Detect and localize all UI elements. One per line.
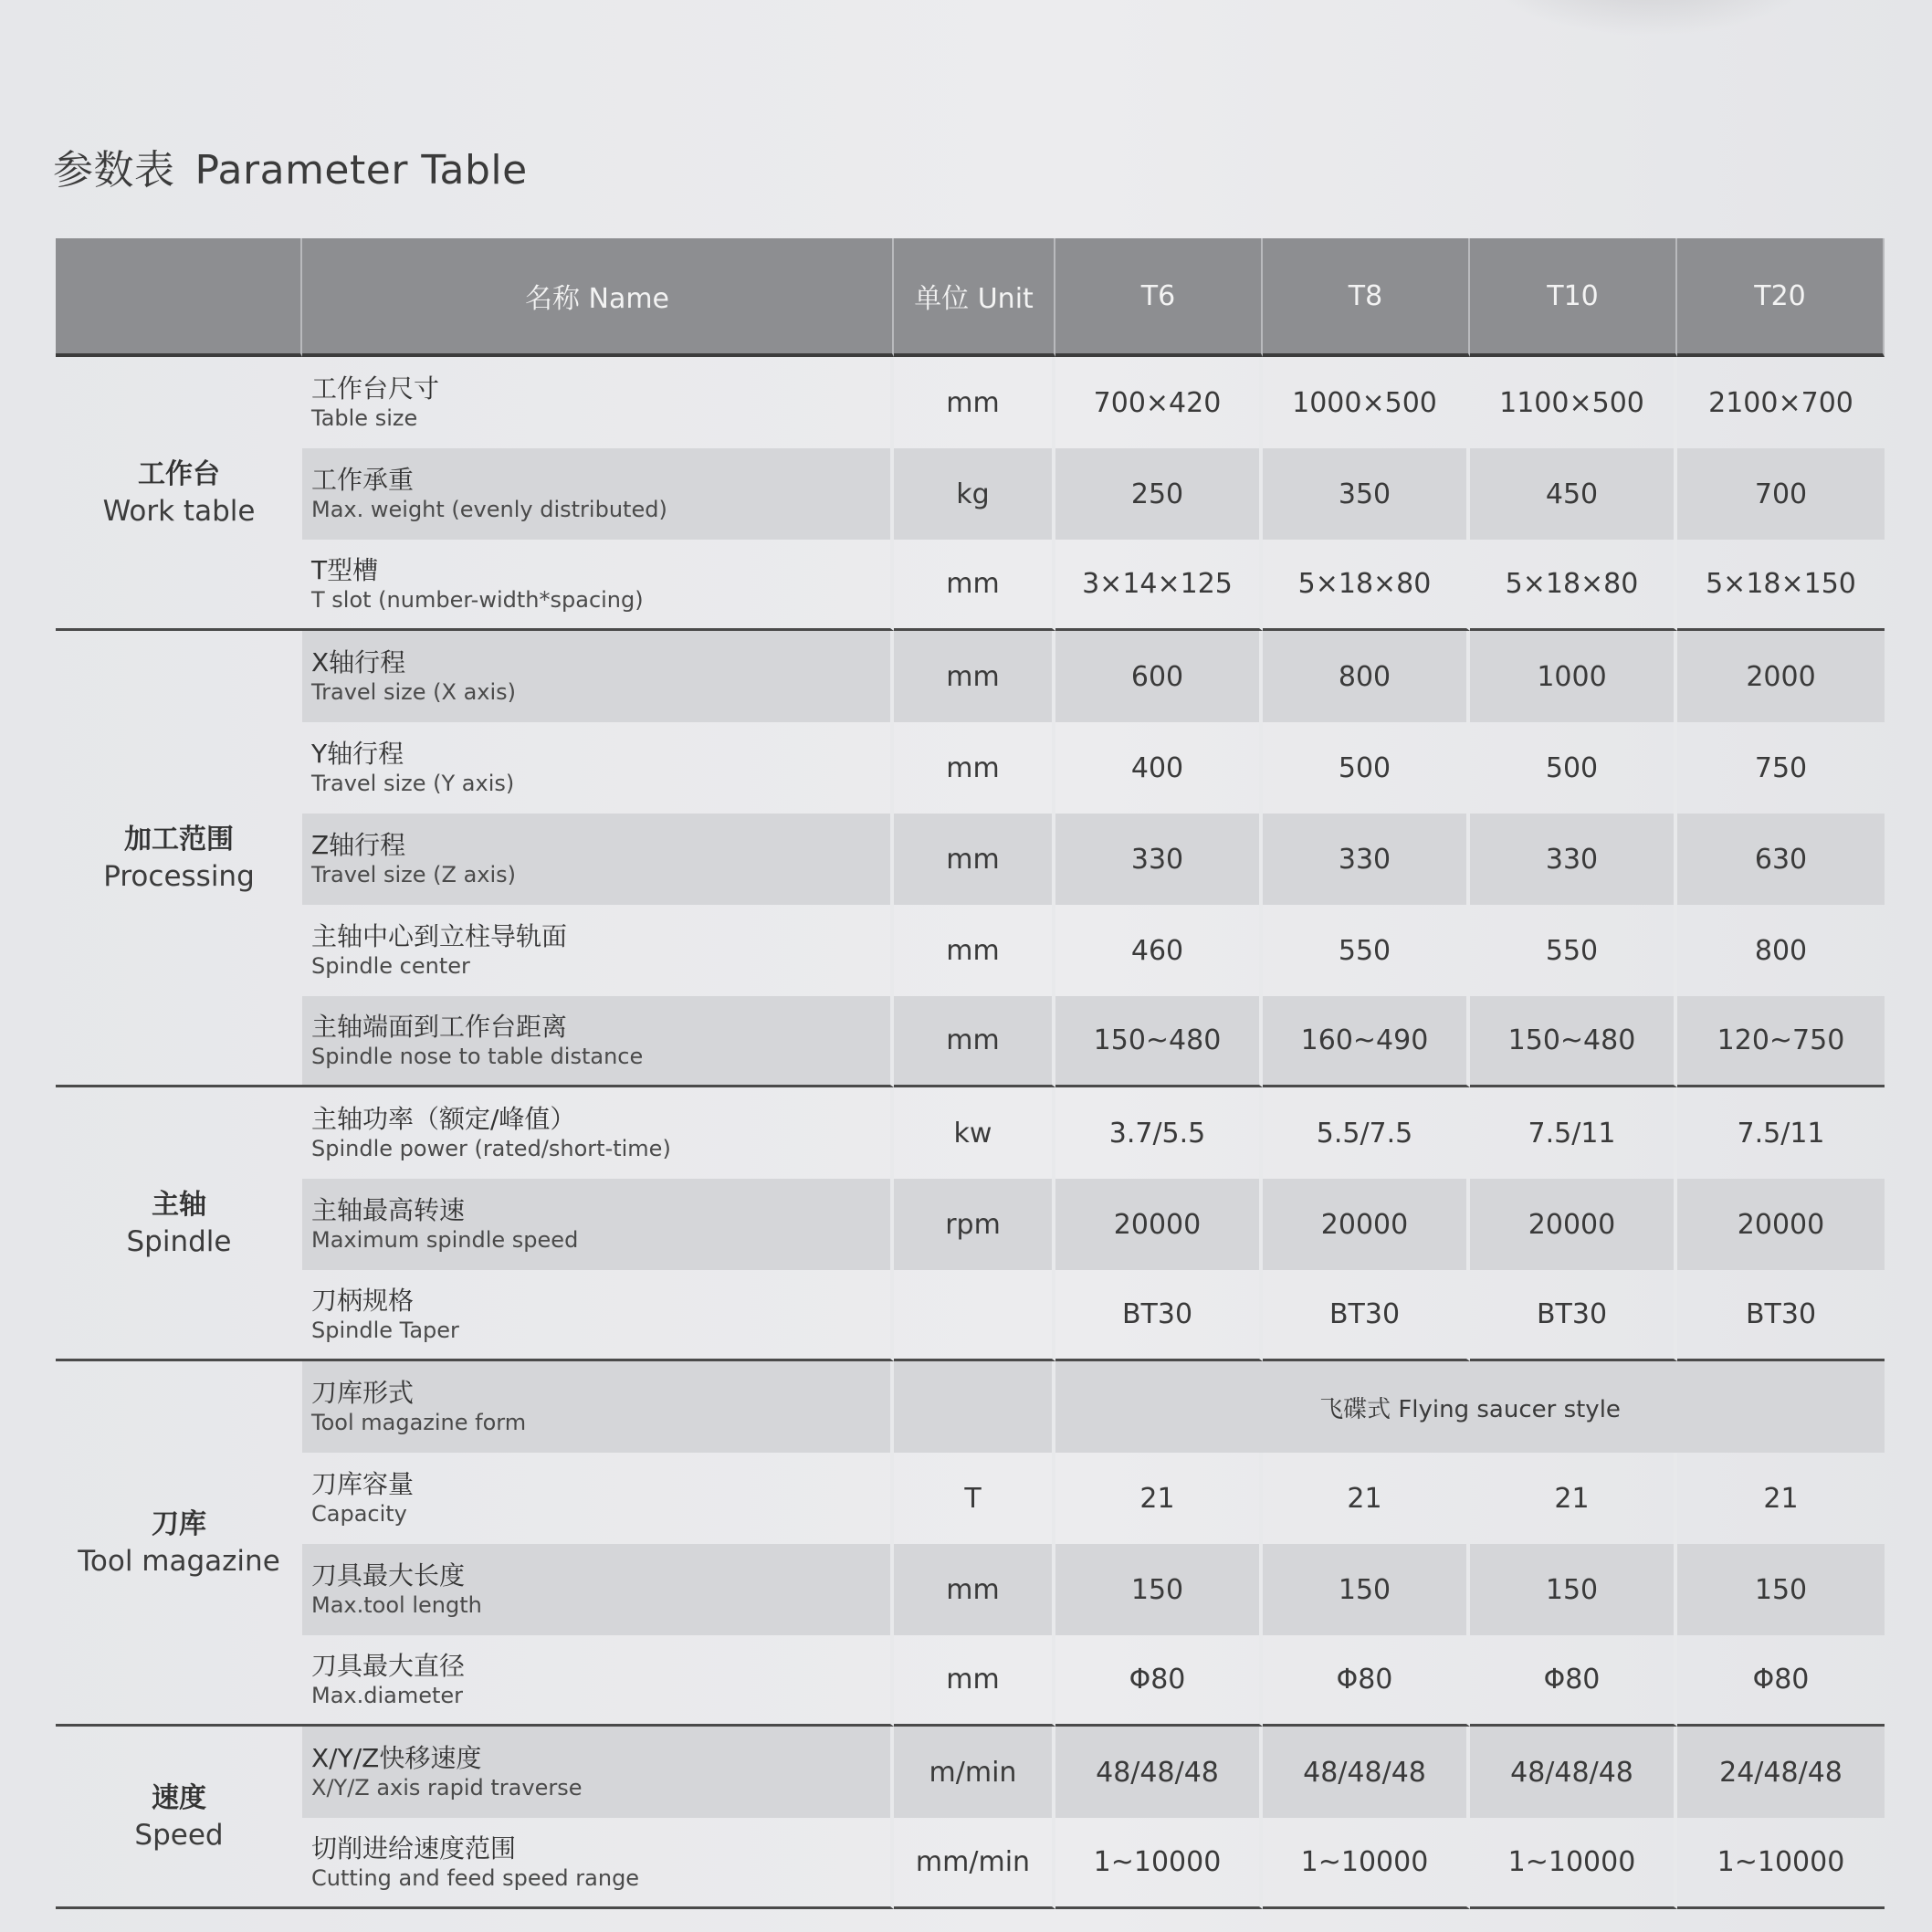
value-cell-t20: 2100×700 — [1708, 386, 1853, 419]
value-cell-t8: 48/48/48 — [1263, 1727, 1470, 1818]
header-model-t10: T10 — [1470, 238, 1677, 357]
value-cell-t20: 5×18×150 — [1677, 540, 1885, 631]
value-cell-t6: 330 — [1055, 814, 1263, 905]
parameter-name-zh: 刀具最大长度 — [311, 1560, 466, 1591]
parameter-name-zh: 刀库容量 — [311, 1469, 415, 1499]
value-cell-t10: 20000 — [1470, 1179, 1677, 1270]
value-cell-t10: 150~480 — [1470, 996, 1677, 1087]
parameter-name-en: Travel size (Y axis) — [311, 771, 515, 796]
parameter-name-zh: Y轴行程 — [311, 739, 404, 769]
value-cell-t20: 630 — [1677, 814, 1885, 905]
value-cell-t10: 48/48/48 — [1470, 1727, 1677, 1818]
unit-cell: mm — [894, 631, 1055, 722]
parameter-name-en: Spindle center — [311, 953, 470, 979]
value-cell-t6: 3×14×125 — [1055, 540, 1263, 631]
unit-cell: kg — [894, 448, 1055, 540]
header-unit: 单位 Unit — [894, 238, 1055, 357]
parameter-name-en: X/Y/Z axis rapid traverse — [311, 1775, 583, 1801]
value-cell-t8: 150 — [1263, 1544, 1470, 1635]
parameter-name-zh: 主轴最高转速 — [311, 1195, 466, 1225]
parameter-name-en: Travel size (Z axis) — [311, 862, 517, 887]
value-cell-t6: 150~480 — [1055, 996, 1263, 1087]
value-cell-t10: 5×18×80 — [1470, 540, 1677, 631]
category-zh: 加工范围 — [124, 823, 234, 856]
value-cell-t8: 5×18×80 — [1263, 540, 1470, 631]
category-zh: 刀库 — [152, 1507, 206, 1540]
parameter-name-cell — [302, 1087, 894, 1179]
value-cell-t10: 1~10000 — [1470, 1818, 1677, 1909]
parameter-name-cell — [302, 448, 894, 540]
parameter-table — [56, 238, 1885, 1909]
value-cell-t10: Φ80 — [1470, 1635, 1677, 1727]
parameter-name-en: Cutting and feed speed range — [311, 1864, 640, 1891]
header-model-t8: T8 — [1263, 238, 1470, 357]
value-cell-t20: 1~10000 — [1677, 1818, 1885, 1909]
category-cell — [56, 631, 302, 1087]
category-cell — [56, 1087, 302, 1361]
parameter-name-cell — [302, 1179, 894, 1270]
header-name: 名称 Name — [302, 238, 894, 357]
parameter-name-cell — [302, 357, 894, 448]
value-cell-t6: 460 — [1055, 905, 1263, 996]
unit-cell: mm — [894, 722, 1055, 814]
value-cell-t8: 500 — [1263, 722, 1470, 814]
value-cell-t8: 1000×500 — [1263, 357, 1470, 448]
value-cell-t20: 750 — [1754, 751, 1808, 784]
value-cell-t20: 150 — [1677, 1544, 1885, 1635]
unit-cell: mm — [894, 1544, 1055, 1635]
value-cell-t6: BT30 — [1055, 1270, 1263, 1361]
parameter-name-en: Travel size (X axis) — [311, 679, 517, 705]
parameter-name-zh: Z轴行程 — [311, 830, 406, 860]
category-cell — [56, 1727, 302, 1909]
category-en: Speed — [134, 1818, 224, 1852]
category-cell — [56, 1361, 302, 1727]
value-cell-t8: 5.5/7.5 — [1263, 1087, 1470, 1179]
parameter-name-cell — [302, 631, 894, 722]
value-cell-t8: 350 — [1263, 448, 1470, 540]
parameter-name-en: Spindle Taper — [311, 1317, 459, 1343]
unit-cell: mm — [894, 540, 1055, 631]
parameter-name-cell — [302, 996, 894, 1087]
unit-cell: mm — [894, 996, 1055, 1087]
parameter-name-zh: T型槽 — [311, 554, 379, 585]
value-cell-t6: 3.7/5.5 — [1055, 1087, 1263, 1179]
parameter-name-en: Max. weight (evenly distributed) — [311, 497, 667, 522]
value-cell-t8: BT30 — [1263, 1270, 1470, 1361]
parameter-name-en: T slot (number-width*spacing) — [311, 586, 644, 613]
category-zh: 速度 — [152, 1781, 206, 1814]
value-cell-t6: 700×420 — [1055, 357, 1263, 448]
value-cell-t8: 21 — [1263, 1453, 1470, 1544]
value-cell-t6: 150 — [1055, 1544, 1263, 1635]
parameter-name-cell — [302, 1818, 894, 1909]
unit-cell: mm — [894, 905, 1055, 996]
value-cell-t10: 7.5/11 — [1470, 1087, 1677, 1179]
category-en: Spindle — [126, 1224, 232, 1258]
parameter-name-zh: 工作台尺寸 — [311, 373, 440, 404]
unit-cell: mm — [894, 1635, 1055, 1727]
value-cell-t10: 500 — [1470, 722, 1677, 814]
unit-cell: mm — [894, 814, 1055, 905]
value-cell-t8: 550 — [1263, 905, 1470, 996]
header-model-t6: T6 — [1055, 238, 1263, 357]
parameter-name-zh: 工作承重 — [311, 465, 415, 495]
parameter-name-zh: 刀柄规格 — [311, 1285, 415, 1316]
value-cell-t10: 1100×500 — [1470, 357, 1677, 448]
parameter-name-zh: 切削进给速度范围 — [311, 1832, 517, 1864]
parameter-name-cell — [302, 1453, 894, 1544]
category-en: Processing — [103, 859, 255, 893]
value-cell-t10: 150 — [1470, 1544, 1677, 1635]
unit-cell: mm/min — [894, 1818, 1055, 1909]
background-highlight — [1475, 0, 1822, 37]
parameter-name-zh: 刀库形式 — [311, 1378, 415, 1408]
value-cell-t6: 20000 — [1055, 1179, 1263, 1270]
parameter-name-cell — [302, 722, 894, 814]
unit-cell: kw — [894, 1087, 1055, 1179]
parameter-name-zh: 主轴端面到工作台距离 — [311, 1011, 568, 1042]
unit-cell — [894, 1361, 1055, 1453]
parameter-name-en: Maximum spindle speed — [311, 1227, 579, 1253]
parameter-name-cell — [302, 1544, 894, 1635]
page-title-zh: 参数表 — [53, 147, 175, 194]
value-cell-t20: Φ80 — [1677, 1635, 1885, 1727]
value-cell-t20: 700 — [1677, 448, 1885, 540]
category-cell — [56, 357, 302, 631]
header-category-blank — [56, 238, 302, 357]
value-cell-t10: 330 — [1470, 814, 1677, 905]
value-cell-t8: 800 — [1263, 631, 1470, 722]
value-cell-t10: 1000 — [1470, 631, 1677, 722]
parameter-name-en: Spindle power (rated/short-time) — [311, 1136, 671, 1161]
parameter-name-cell — [302, 1270, 894, 1361]
parameter-name-en: Tool magazine form — [311, 1410, 527, 1435]
parameter-name-cell — [302, 1727, 894, 1818]
parameter-name-en: Spindle nose to table distance — [311, 1043, 644, 1069]
page-title — [53, 137, 528, 195]
merged-value-cell: 飞碟式 Flying saucer style — [1055, 1361, 1885, 1453]
parameter-name-en: Table size — [311, 405, 418, 431]
category-en: Work table — [102, 494, 256, 528]
parameter-name-cell — [302, 905, 894, 996]
value-cell-t6: 400 — [1055, 722, 1263, 814]
parameter-name-zh: X轴行程 — [311, 647, 406, 677]
value-cell-t20: 800 — [1754, 934, 1808, 967]
parameter-name-en: Max.diameter — [311, 1682, 464, 1708]
value-cell-t20: BT30 — [1677, 1270, 1885, 1361]
value-cell-t10: 21 — [1470, 1453, 1677, 1544]
header-model-t20: T20 — [1677, 238, 1885, 357]
category-zh: 工作台 — [138, 457, 220, 490]
parameter-name-zh: 刀具最大直径 — [311, 1650, 466, 1681]
parameter-name-zh: 主轴功率（额定/峰值） — [311, 1104, 576, 1134]
parameter-name-cell — [302, 814, 894, 905]
parameter-name-cell — [302, 540, 894, 631]
value-cell-t20: 20000 — [1677, 1179, 1885, 1270]
value-cell-t20: 24/48/48 — [1677, 1727, 1885, 1818]
unit-cell: m/min — [894, 1727, 1055, 1818]
value-cell-t10: 450 — [1470, 448, 1677, 540]
value-cell-t8: 160~490 — [1263, 996, 1470, 1087]
value-cell-t8: 20000 — [1263, 1179, 1470, 1270]
value-cell-t20: 7.5/11 — [1737, 1117, 1825, 1150]
value-cell-t8: 1~10000 — [1263, 1818, 1470, 1909]
category-en: Tool magazine — [78, 1544, 280, 1578]
parameter-name-cell — [302, 1635, 894, 1727]
value-cell-t6: 21 — [1055, 1453, 1263, 1544]
value-cell-t6: 48/48/48 — [1055, 1727, 1263, 1818]
value-cell-t6: 1~10000 — [1055, 1818, 1263, 1909]
unit-cell — [894, 1270, 1055, 1361]
value-cell-t20: 2000 — [1677, 631, 1885, 722]
value-cell-t20: 21 — [1763, 1482, 1799, 1515]
unit-cell: mm — [894, 357, 1055, 448]
unit-cell: T — [894, 1453, 1055, 1544]
parameter-name-zh: X/Y/Z快移速度 — [311, 1743, 482, 1773]
unit-cell: rpm — [894, 1179, 1055, 1270]
parameter-name-en: Max.tool length — [311, 1592, 482, 1618]
value-cell-t10: BT30 — [1470, 1270, 1677, 1361]
value-cell-t10: 550 — [1470, 905, 1677, 996]
value-cell-t20: 120~750 — [1677, 996, 1885, 1087]
value-cell-t6: 600 — [1055, 631, 1263, 722]
value-cell-t6: 250 — [1055, 448, 1263, 540]
value-cell-t6: Φ80 — [1055, 1635, 1263, 1727]
value-cell-t8: Φ80 — [1263, 1635, 1470, 1727]
category-zh: 主轴 — [152, 1188, 206, 1221]
parameter-name-en: Capacity — [311, 1501, 407, 1527]
parameter-name-cell — [302, 1361, 894, 1453]
page-title-en: Parameter Table — [194, 147, 528, 194]
value-cell-t8: 330 — [1263, 814, 1470, 905]
parameter-name-zh: 主轴中心到立柱导轨面 — [311, 921, 568, 951]
